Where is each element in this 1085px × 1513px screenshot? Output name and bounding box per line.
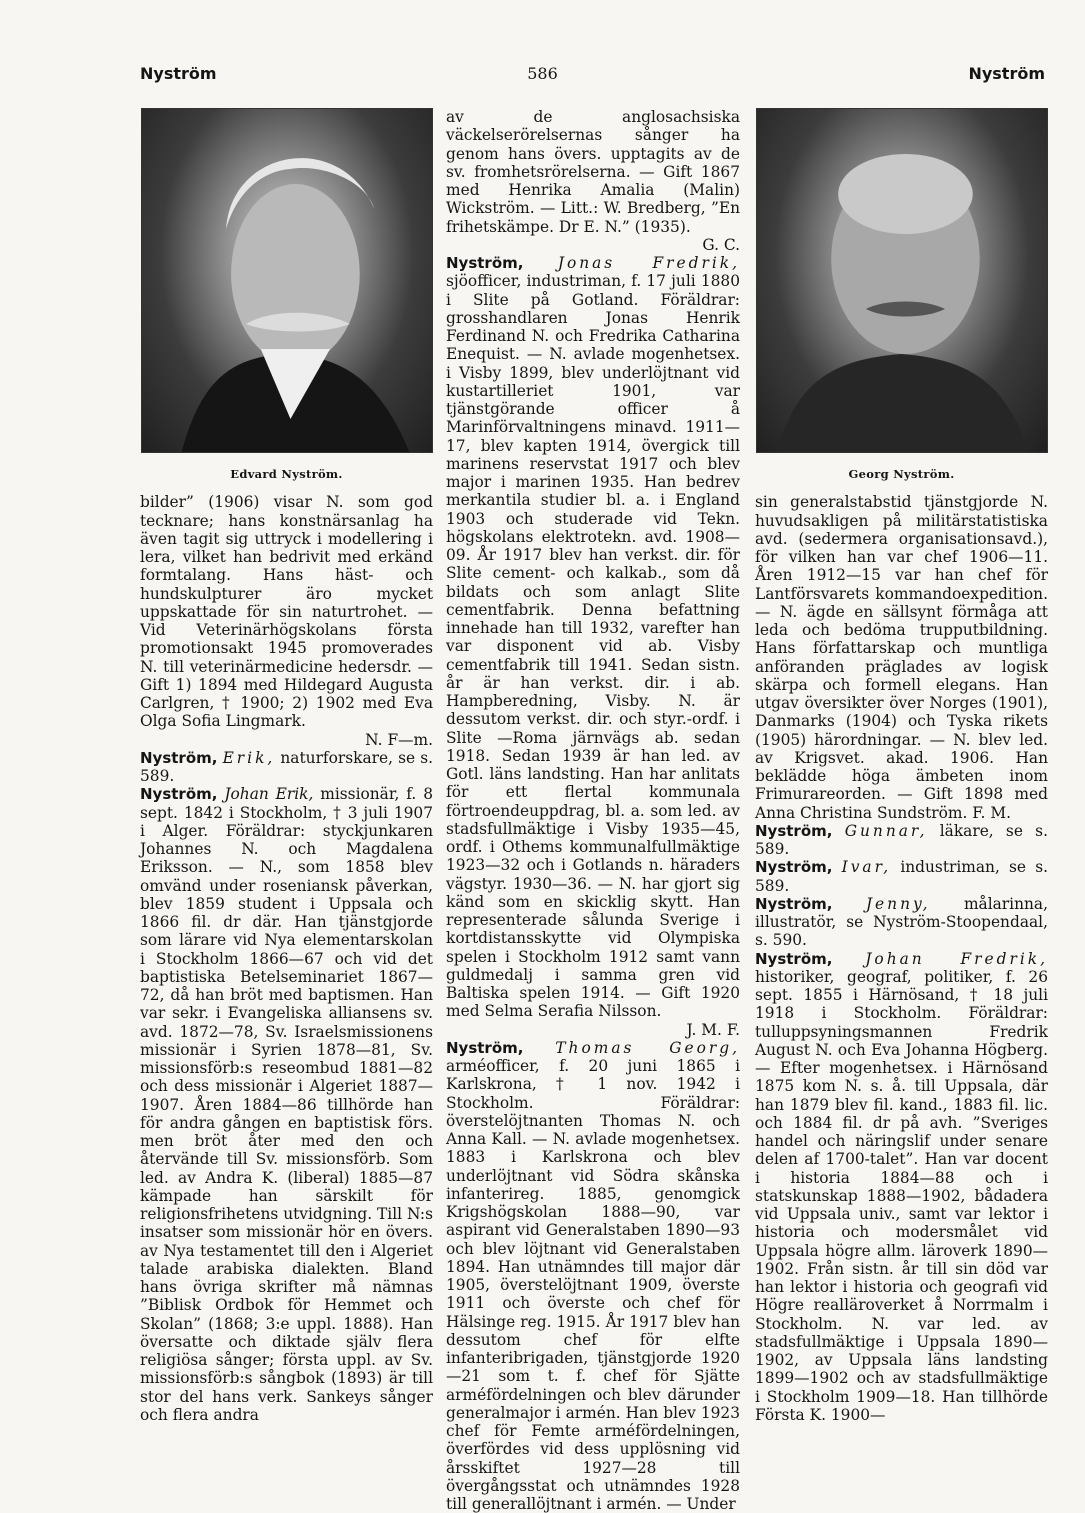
entry-surname: Nyström, [755, 949, 833, 968]
entry-given-name: Ivar, [841, 858, 892, 877]
entry-given-name: Jonas Fredrik, [557, 254, 740, 272]
author-signature: G. C. [702, 235, 740, 254]
entry-nystrom-johan-erik [140, 785, 433, 1424]
entry-surname: Nyström, [446, 1038, 524, 1057]
entry-text: sjöofficer, industriman, f. 17 juli 1880 i Slite på Gotland. Föräldrar: grosshandlaren Jonas Henrik Ferdinand N. och Fredrika Catharina Enequist. — N. avlade mogenhetsex. i Visby 1899, blev underlöjtnant vid kustartilleriet 1901, var tjänstgörande officer å Marinförvaltningens minavd. 1911—17, blev kapten 1914, övergick till marinens reservstat 1917 och blev major i marinen 1935. Han bedrev merkantila studier bl. a. i England 1903 och studerade vid Tekn. högskolans elektrotekn. avd. 1908—09. År 1917 blev han verkst. dir. för Slite cement- och kalkab., som då bildats och som anlagt Slite cementfabrik. Denna befattning innehade han till 1932, varefter han var disponent vid ab. Visby cementfabrik till 1941. Sedan sistn. år är han verkst. dir. i ab. Hampberedning, Visby. N. är dessutom verkst. dir. och styr.-ordf. i Slite —Roma järnvägs ab. sedan 1918. Sedan 1939 är han led. av Gotl. läns landsting. Han har anlitats för ett flertal kommunala förtroendeuppdrag, bl. a. som led. av stadsfullmäktige i Visby 1935—45, ordf. i Othems kommunalfullmäktige 1923—32 och i Gotlands n. häraders vägstyr. 1930—36. — N. har gjort sig känd som en skicklig skytt. Han representerade sålunda Sverige i kortdistansskytte vid Olympiska spelen i Stockholm 1912 samt vann guldmedalj i samma gren vid Baltiska spelen 1914. — Gift 1920 med Selma Serafia Nilsson. [446, 272, 740, 1021]
column-right [755, 108, 1048, 1424]
entry-nystrom-jenny [755, 895, 1048, 950]
author-signature: N. F—m. [365, 730, 433, 749]
running-head-right: Nyström [968, 64, 1045, 83]
entry-nystrom-erik [140, 749, 433, 786]
entry-nystrom-johan-fredrik [755, 950, 1048, 1425]
entry-surname: Nyström, [140, 785, 218, 804]
column-left [140, 108, 433, 1424]
entry-given-name: Erik, [222, 748, 276, 767]
entry-nystrom-jonas-fredrik [446, 254, 740, 1021]
entry-surname: Nyström, [755, 821, 833, 840]
photo-caption: Georg Nyström. [848, 467, 955, 481]
running-head-left: Nyström [140, 64, 217, 83]
column-middle [446, 108, 740, 1513]
entry-text: av de anglosachsiska väckelserörelsernas sånger ha genom hans övers. upptagits av de sv. fromhetsrörelserna. — Gift 1867 med Henrika Amalia (Malin) Wickström. — Litt.: W. Bredberg, ”En frihetskämpe. Dr E. N.” (1935). [446, 108, 740, 236]
entry-given-name: Johan Erik, [224, 785, 314, 804]
portrait-georg-nystrom [756, 108, 1048, 453]
entry-text: naturforskare, se s. 589. [140, 748, 433, 785]
portrait-edvard-nystrom [141, 108, 433, 453]
entry-text: arméofficer, f. 20 juni 1865 i Karlskrona, † 1 nov. 1942 i Stockholm. Föräldrar: överstelöjtnanten Thomas N. och Anna Kall. — N. avlade mogenhetsex. 1883 i Karlskrona och blev underlöjtnant vid Södra skånska infanterireg. 1885, genomgick Krigshögskolan 1888—90, var aspirant vid Generalstaben 1890—93 och blev löjtnant vid Generalstaben 1894. Han utnämndes till major där 1905, överstelöjtnant 1909, överste 1911 och överste och chef för Hälsinge reg. 1915. År 1917 blev han dessutom chef för elfte infanteribrigaden, tjänstgjorde 1920—21 som t. f. chef för Sjätte arméfördelningen och blev därunder generalmajor i armén. Han blev 1923 chef för Femte arméfördelningen, överfördes vid dess upplösning vid årsskiftet 1927—28 till övergångsstat och utnämndes 1928 till generallöjtnant i armén. — Under [446, 1057, 740, 1513]
entry-surname: Nyström, [755, 894, 833, 913]
entry-surname: Nyström, [140, 748, 218, 767]
entry-given-name: Thomas Georg, [555, 1038, 740, 1057]
entry-given-name: Gunnar, [844, 821, 928, 840]
page-number: 586 [527, 64, 558, 83]
entry-given-name: Jenny, [865, 894, 931, 913]
entry-given-name: Johan Fredrik, [865, 949, 1048, 968]
entry-text: industriman, se s. 589. [755, 858, 1048, 895]
entry-text: missionär, f. 8 sept. 1842 i Stockholm, † 3 juli 1907 i Alger. Föräldrar: styckjunkaren Johannes N. och Magdalena Eriksson. — N., som 1858 blev omvänd under roseniansk påverkan, blev 1859 student i Uppsala och 1866 fil. dr där. Han tjänstgjorde som lärare vid Nya elementarskolan i Stockholm 1866—67 och vid det baptistiska Betelseminariet 1867—72, då han bröt med baptismen. Han var sekr. i Evangeliska alliansens sv. avd. 1872—78, Sv. Israelsmissionens missionär i Syrien 1878—81, Sv. missionsförb:s reseombud 1881—82 och dess missionär i Algeriet 1887—1907. Åren 1884—86 tillhörde han för andra gången en baptistisk förs. men bröt åter med den och återvände till Sv. missionsförb. Som led. av Andra K. (liberal) 1885—87 kämpade han särskilt för religionsfrihetens utvidgning. Till N:s insatser som missionär hör en övers. av Nya testamentet till den i Algeriet talade arabiska dialekten. Bland hans övriga skrifter må nämnas ”Biblisk Ordbok för Hemmet och Skolan” (1868; 3:e uppl. 1888). Han översatte och diktade själv flera religiösa sånger; första uppl. av Sv. missionsförb:s sångbok (1893) är till stor del hans verk. Sankeys sånger och flera andra [140, 785, 433, 1424]
entry-text: läkare, se s. 589. [755, 821, 1048, 858]
entry-text: historiker, geograf, politiker, f. 26 sept. 1855 i Härnösand, † 18 juli 1918 i Stockholm. Föräldrar: tulluppsyningsmannen Fredrik August N. och Eva Johanna Högberg. — Efter mogenhetsex. i Härnösand 1875 kom N. s. å. till Uppsala, där han 1879 blev fil. kand., 1883 fil. lic. och 1884 fil. dr på avh. ”Sveriges handel och näringslif under senare delen af 1700-talet”. Han var docent i historia 1884—88 och i statskunskap 1888—1902, bådadera vid Uppsala univ., samt var lektor i historia och modersmålet vid Uppsala högre allm. läroverk 1890—1902. Från sistn. år till sin död var han lektor i historia och geografi vid Högre realläroverket å Norrmalm i Stockholm. N. var led. av stadsfullmäktige i Uppsala 1890—1902, av Uppsala läns landsting 1899—1902 och av stadsfullmäktige i Stockholm 1909—18. Han tillhörde Första K. 1900— [755, 967, 1048, 1424]
entry-nystrom-gunnar [755, 822, 1048, 859]
entry-nystrom-thomas-georg [446, 1039, 740, 1513]
entry-surname: Nyström, [755, 858, 833, 877]
author-signature: J. M. F. [686, 1020, 740, 1039]
entry-nystrom-ivar [755, 858, 1048, 895]
entry-surname: Nyström, [446, 254, 524, 272]
entry-text: bilder” (1906) visar N. som god tecknare; hans konstnärsanlag ha även tagit sig uttryck i modellering i lera, vilket han bedrivit med erkänd formtalang. Hans häst- och hundskulpturer äro mycket uppskattade för sin naturtrohet. — Vid Veterinärhögskolans första promotionsakt 1945 promoverades N. till veterinärmedicine hedersdr. — Gift 1) 1894 med Hildegard Augusta Carlgren, † 1900; 2) 1902 med Eva Olga Sofia Lingmark. [140, 493, 433, 731]
photo-caption: Edvard Nyström. [230, 467, 343, 481]
entry-text: sin generalstabstid tjänstgjorde N. huvudsakligen på militärstatistiska avd. (sedermera organisationsavd.), för vilken han var chef 1906—11. Åren 1912—15 var han chef för Lantförsvarets kommandoexpedition. — N. ägde en sällsynt förmåga att leda och bedöma trupputbildning. Hans författarskap och muntliga anföranden präglades av logisk skärpa och formell elegans. Han utgav översikter över Norges (1901), Danmarks (1904) och Tyska rikets (1905) härordningar. — N. blev led. av Krigsvet. akad. 1906. Han beklädde höga ämbeten inom Frimurareorden. — Gift 1898 med Anna Christina Sundström. F. M. [755, 493, 1048, 822]
entry-text: målarinna, illustratör, se Nyström-Stoopendaal, s. 590. [755, 894, 1048, 950]
